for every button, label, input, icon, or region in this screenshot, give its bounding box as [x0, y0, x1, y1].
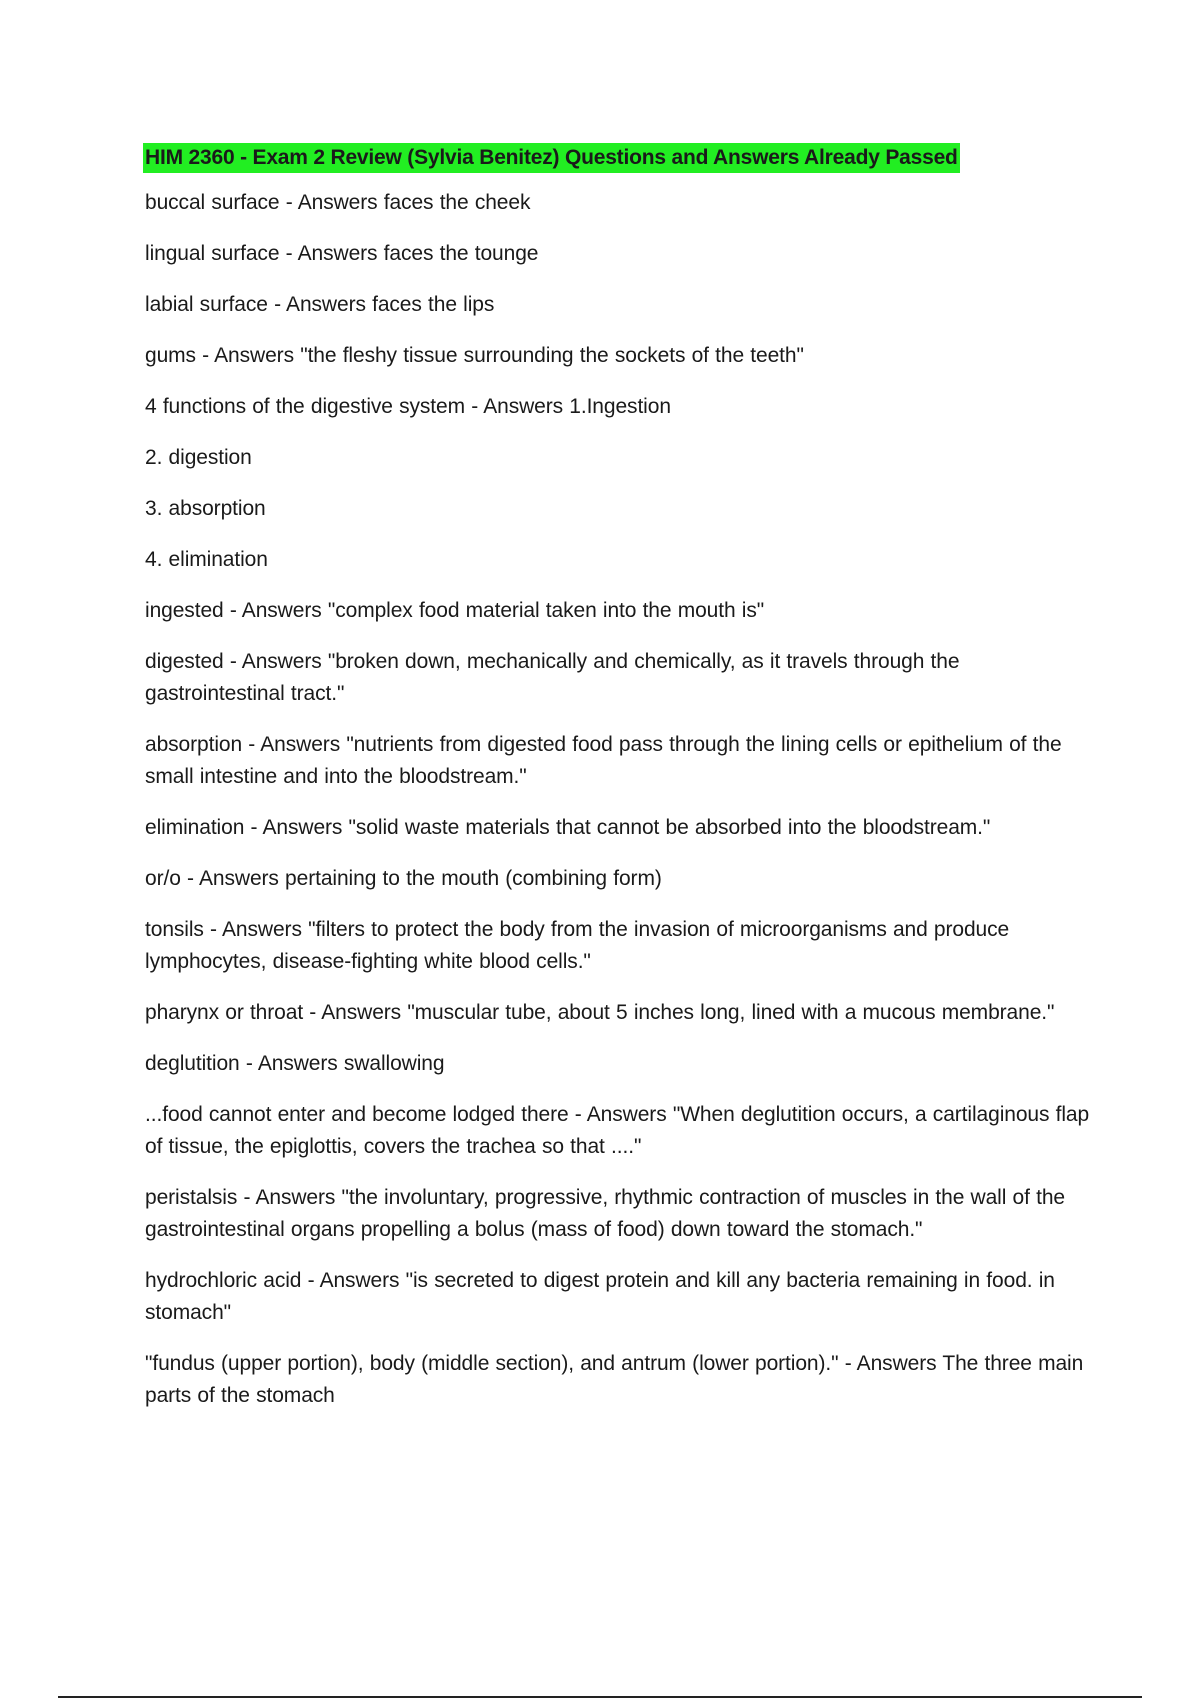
qa-entry: hydrochloric acid - Answers "is secreted to digest protein and kill any bacteria remaining in food. in stomach": [145, 1269, 1055, 1324]
qa-entry: or/o - Answers pertaining to the mouth (combining form): [145, 867, 662, 890]
qa-entry: lingual surface - Answers faces the tounge: [145, 242, 539, 265]
qa-entry: 2. digestion: [145, 446, 252, 469]
qa-entry: deglutition - Answers swallowing: [145, 1052, 445, 1075]
qa-entry: pharynx or throat - Answers "muscular tube, about 5 inches long, lined with a mucous membrane.": [145, 1001, 1055, 1024]
qa-entry: ingested - Answers "complex food material taken into the mouth is": [145, 599, 765, 622]
qa-entry: labial surface - Answers faces the lips: [145, 293, 495, 316]
qa-entry: 4. elimination: [145, 548, 268, 571]
document-body: [145, 143, 1095, 1431]
qa-entry: 4 functions of the digestive system - Answers 1.Ingestion: [145, 395, 671, 418]
qa-entry: tonsils - Answers "filters to protect the body from the invasion of microorganisms and produce lymphocytes, disease-fighting white blood cells.": [145, 918, 1010, 973]
qa-entry: absorption - Answers "nutrients from digested food pass through the lining cells or epithelium of the small intestine and into the bloodstream.": [145, 733, 1062, 788]
qa-entry: buccal surface - Answers faces the cheek: [145, 191, 531, 214]
qa-entry: ...food cannot enter and become lodged there - Answers "When deglutition occurs, a cartilaginous flap of tissue, the epiglottis, covers the trachea so that ....": [145, 1103, 1090, 1158]
qa-entry: digested - Answers "broken down, mechanically and chemically, as it travels through the gastrointestinal tract.": [145, 650, 960, 705]
qa-entry: "fundus (upper portion), body (middle section), and antrum (lower portion)." - Answers The three main parts of the stomach: [145, 1352, 1084, 1407]
qa-entry: gums - Answers "the fleshy tissue surrounding the sockets of the teeth": [145, 344, 804, 367]
footer-divider: [58, 1696, 1142, 1698]
document-title: HIM 2360 - Exam 2 Review (Sylvia Benitez) Questions and Answers Already Passed: [143, 143, 960, 173]
qa-entry: elimination - Answers "solid waste materials that cannot be absorbed into the bloodstream.": [145, 816, 991, 839]
qa-entry: 3. absorption: [145, 497, 266, 520]
qa-entry-list: [145, 187, 1095, 1412]
qa-entry: peristalsis - Answers "the involuntary, progressive, rhythmic contraction of muscles in the wall of the gastrointestinal organs propelling a bolus (mass of food) down toward the stomach.": [145, 1186, 1065, 1241]
